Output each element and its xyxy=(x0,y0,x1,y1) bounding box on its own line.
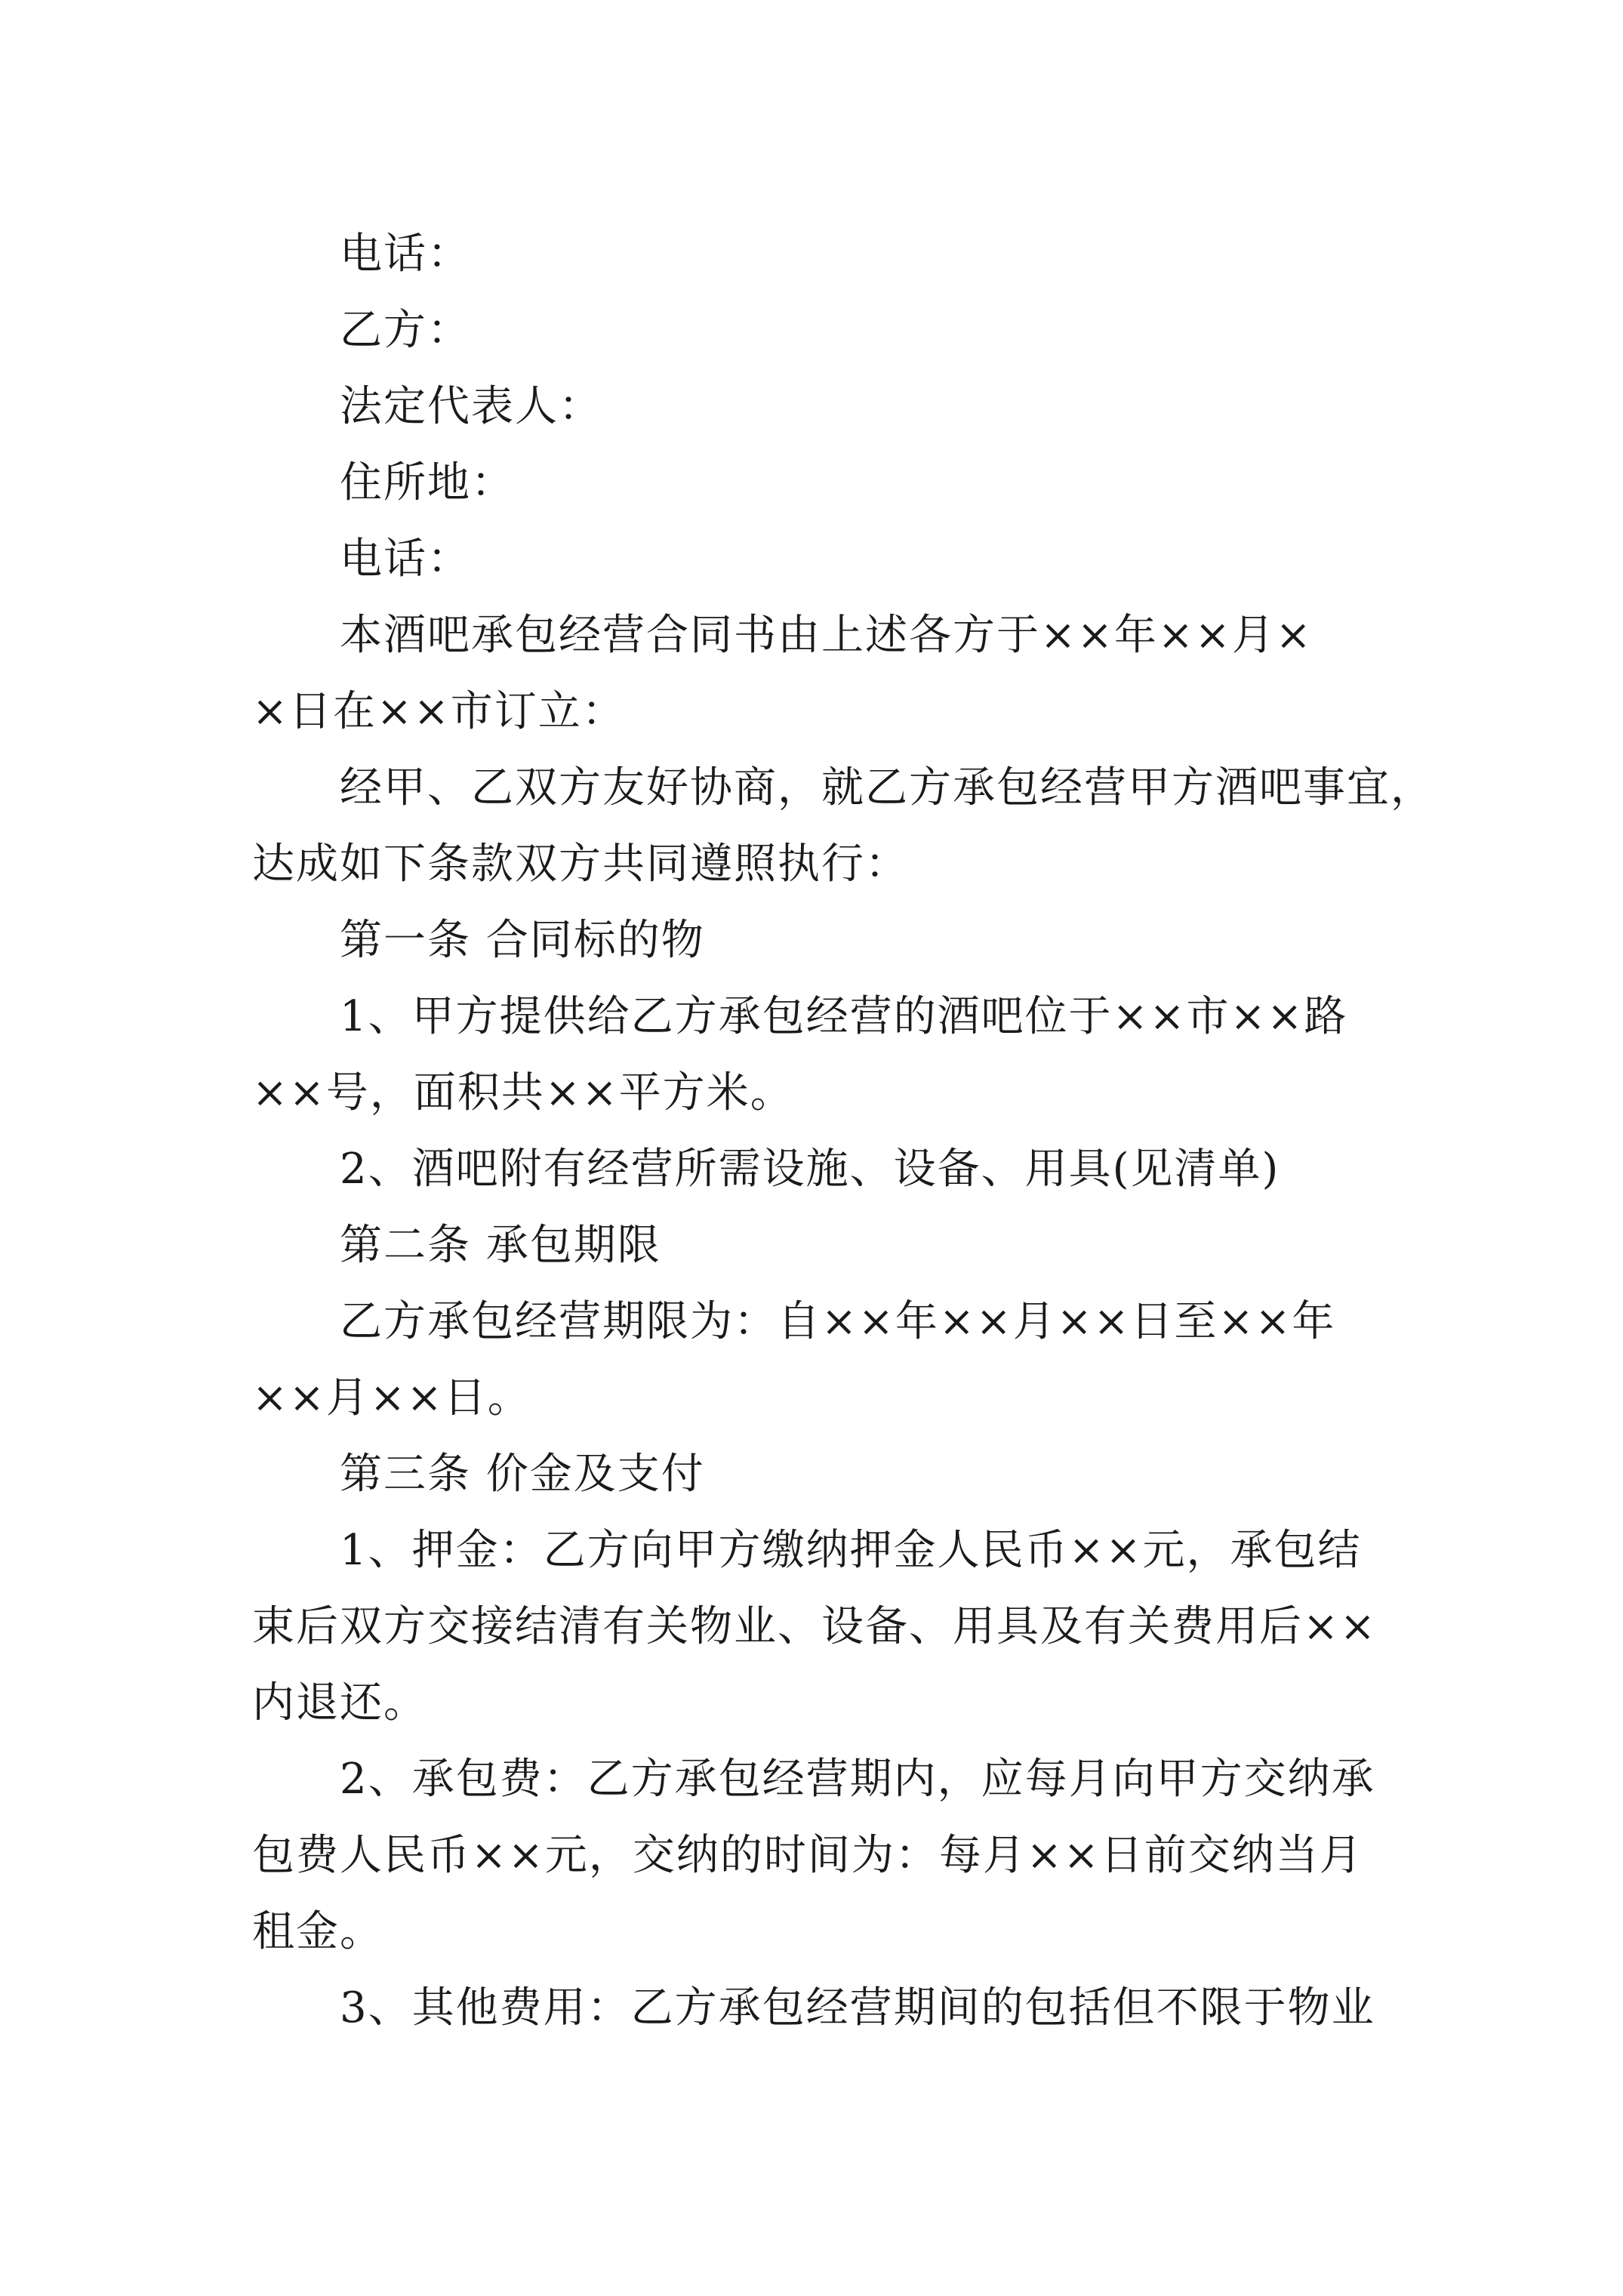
text-line: 2、承包费：乙方承包经营期内，应每月向甲方交纳承 xyxy=(340,1755,1375,1804)
section-heading: 第二条 承包期限 xyxy=(340,1221,661,1270)
text-line: ××月××日。 xyxy=(252,1373,531,1422)
text-line: 包费人民币××元，交纳的时间为：每月××日前交纳当月 xyxy=(252,1831,1363,1880)
text-line: 束后双方交接结清有关物业、设备、用具及有关费用后×× xyxy=(252,1602,1377,1651)
section-heading: 第一条 合同标的物 xyxy=(340,916,705,965)
text-line: 2、酒吧附有经营所需设施、设备、用具(见清单) xyxy=(340,1145,1280,1194)
text-line: 电话： xyxy=(340,535,471,584)
document-body xyxy=(252,216,1434,2046)
text-line: 本酒吧承包经营合同书由上述各方于××年××月× xyxy=(340,611,1313,660)
text-line: 1、甲方提供给乙方承包经营的酒吧位于××市××路 xyxy=(340,992,1348,1041)
text-line: 达成如下条款双方共同遵照执行： xyxy=(252,840,909,889)
text-line: 住所地： xyxy=(340,458,515,507)
section-heading: 第三条 价金及支付 xyxy=(340,1450,705,1499)
text-line: 租金。 xyxy=(252,1907,383,1956)
text-line: 电话： xyxy=(340,230,471,279)
text-line: 1、押金：乙方向甲方缴纳押金人民币××元，承包结 xyxy=(340,1526,1362,1575)
text-line: ×日在××市订立： xyxy=(252,687,626,736)
text-line: 乙方承包经营期限为：自××年××月××日至××年 xyxy=(340,1297,1336,1346)
text-line: 经甲、乙双方友好协商，就乙方承包经营甲方酒吧事宜， xyxy=(340,763,1434,812)
text-line: 3、其他费用：乙方承包经营期间的包括但不限于物业 xyxy=(340,1983,1375,2032)
text-line: 内退还。 xyxy=(252,1678,427,1727)
text-line: 法定代表人： xyxy=(340,382,602,431)
text-line: ××号，面积共××平方米。 xyxy=(252,1068,794,1117)
text-line: 乙方： xyxy=(340,306,471,355)
